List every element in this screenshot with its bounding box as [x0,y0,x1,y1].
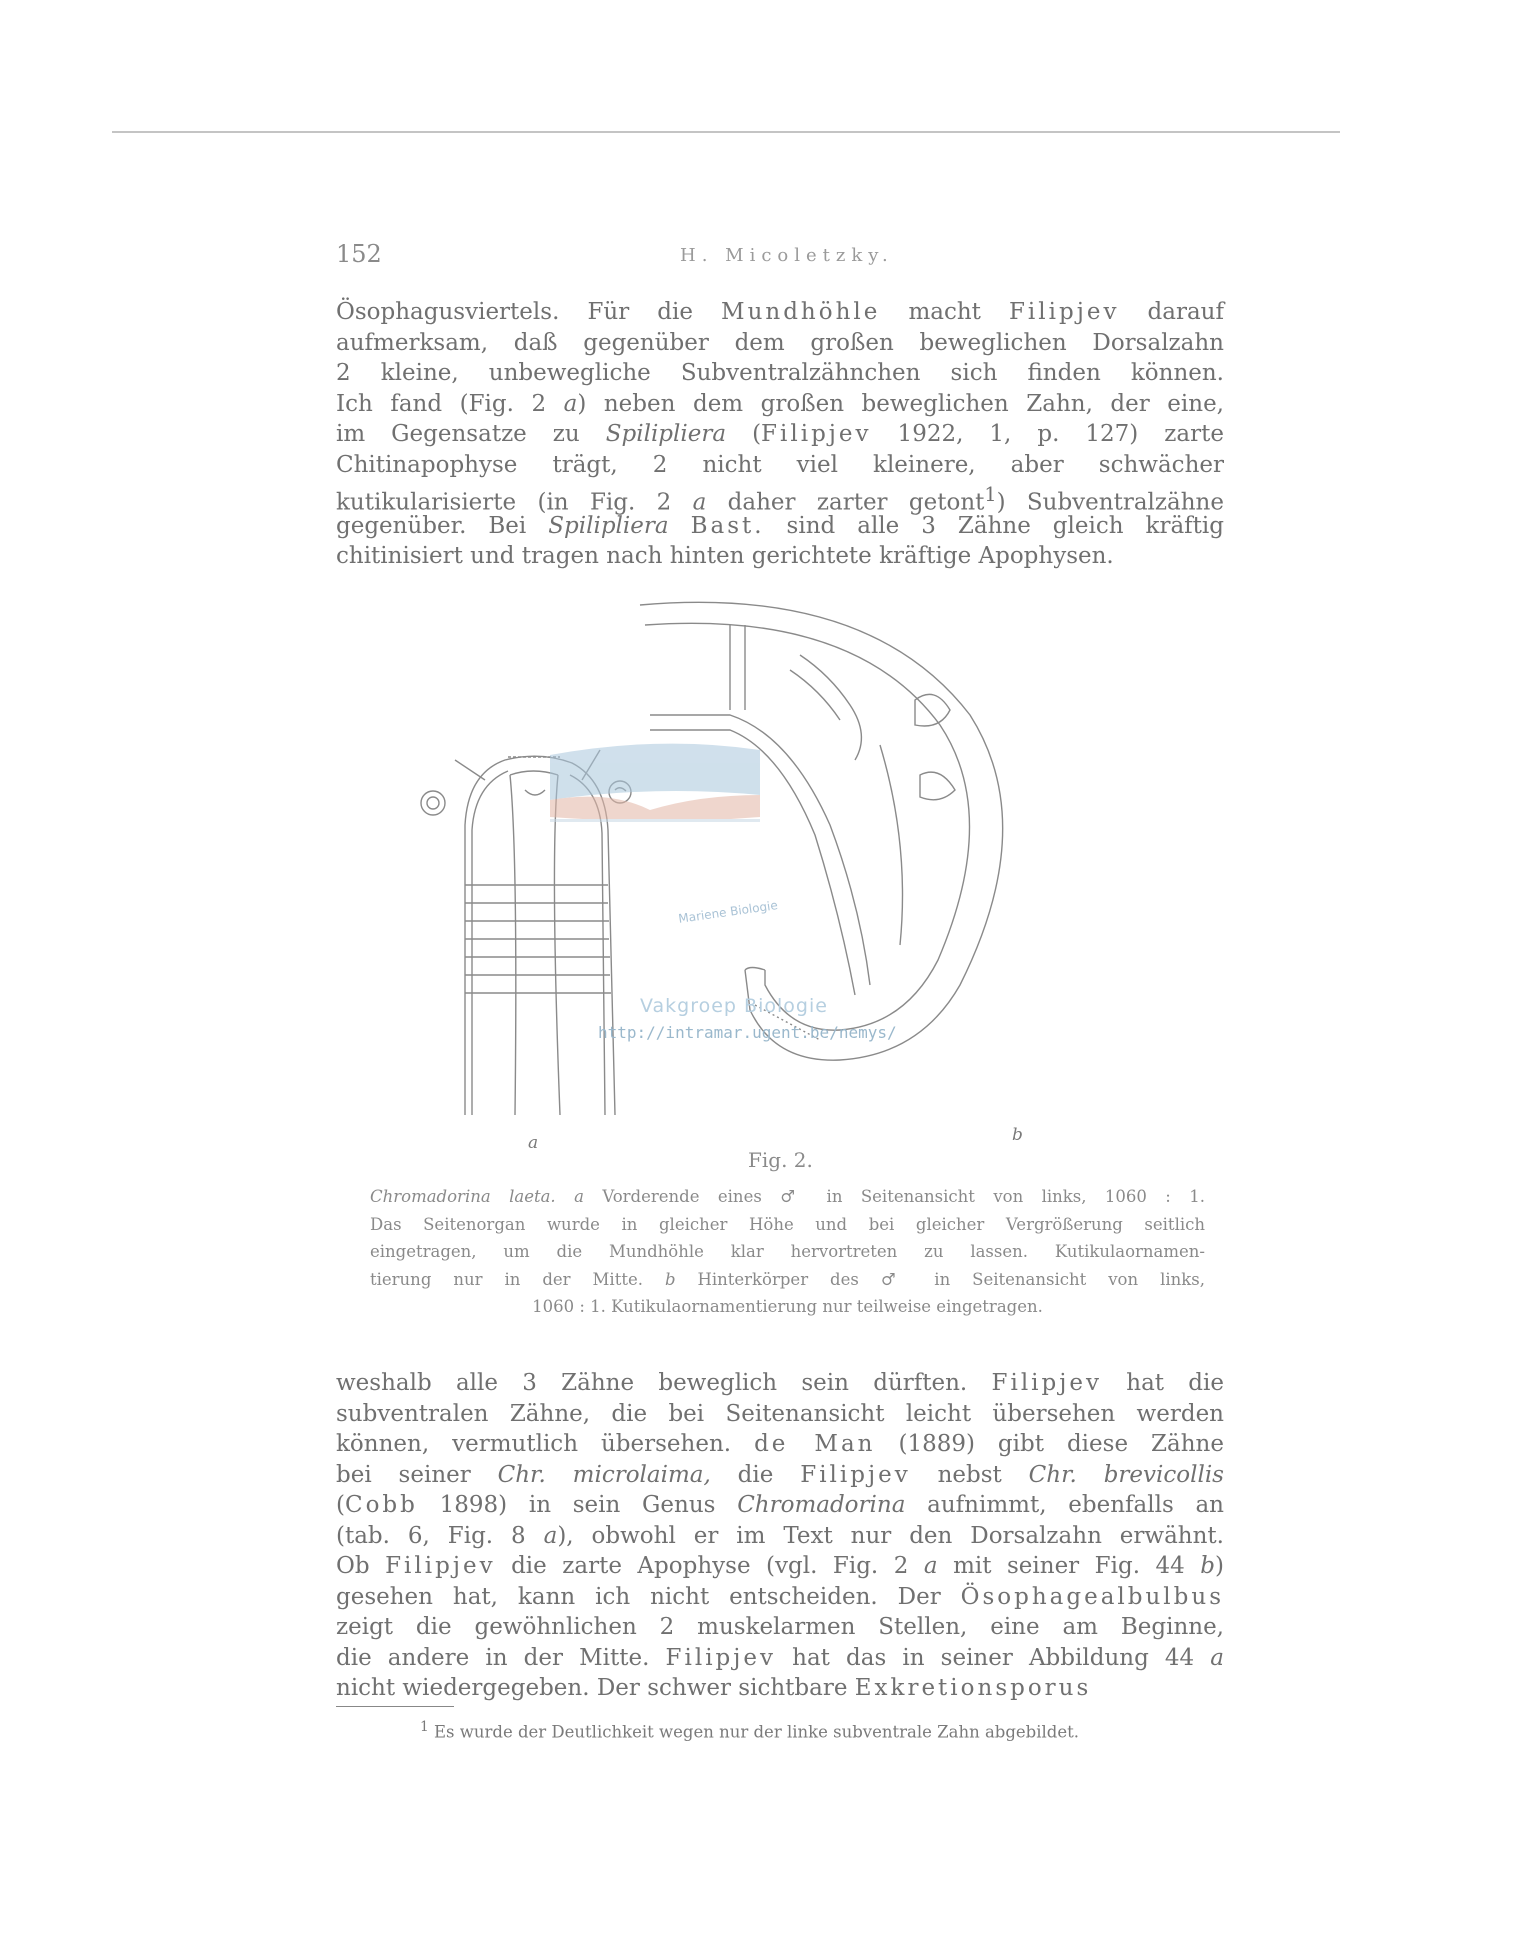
figure-label-a: a [528,1133,539,1153]
text-line: (tab. 6, Fig. 8 a), obwohl er im Text nur den Dorsalzahn erwähnt. [336,1522,1224,1549]
text-line: Das Seitenorgan wurde in gleicher Höhe und bei gleicher Vergrößerung seitlich [370,1214,1205,1234]
watermark-group: Vakgroep Biologie [640,995,828,1017]
text-line: gesehen hat, kann ich nicht entscheiden. Der Ösophagealbulbus [336,1583,1224,1610]
text-line: aufmerksam, daß gegenüber dem großen beweglichen Dorsalzahn [336,329,1224,356]
paragraph-1 [336,297,1224,572]
text-line: gegenüber. Bei Spilipliera Bast. sind alle 3 Zähne gleich kräftig [336,512,1225,539]
spaced-name: de Man [754,1431,876,1457]
watermark-emblem [550,744,760,822]
text-line: chitinisiert und tragen nach hinten gerichtete kräftige Apophysen. [336,543,1114,569]
watermark-name: Mariene Biologie [677,898,779,926]
text-line: weshalb alle 3 Zähne beweglich sein dürften. Filipjev hat die [336,1370,1224,1396]
scan-border-line [112,131,1340,133]
italic-text: Spilipliera [605,421,727,447]
page-number: 152 [336,240,382,268]
figure-caption [370,1183,1205,1321]
text-line: können, vermutlich übersehen. de Man (1889) gibt diese Zähne [336,1431,1224,1457]
italic-text: a [692,489,707,516]
text-line: (Cobb 1898) in sein Genus Chromadorina aufnimmt, ebenfalls an [336,1492,1224,1518]
italic-text: b [1200,1553,1216,1579]
figure-2 [400,585,1245,1153]
italic-text: a [574,1187,584,1206]
italic-text: a [923,1553,938,1579]
text-line: eingetragen, um die Mundhöhle klar hervortreten zu lassen. Kutikulaornamen- [370,1242,1205,1261]
text-line: kutikularisierte (in Fig. 2 a daher zarter getont$^1$) Subventralzähne [336,483,1224,516]
figure-b-drawing [640,602,1003,1060]
text-line: subventralen Zähne, die bei Seitenansicht leicht übersehen werden [336,1400,1224,1427]
footnote-marker: 1 [420,1719,429,1735]
spaced-name: Mundhöhle [721,299,881,325]
spaced-name: Filipjev [1008,299,1120,325]
spaced-name: Filipjev [385,1553,496,1579]
spaced-name: Bast. [690,512,765,539]
italic-text: Chromadorina laeta. [370,1187,556,1206]
text-line: im Gegensatze zu Spilipliera (Filipjev 1922, 1, p. 127) zarte [336,421,1224,447]
italic-text: Chromadorina [737,1492,906,1518]
text-line: Chromadorina laeta. a Vorderende eines ♂ in Seitenansicht von links, 1060 : 1. [370,1187,1205,1206]
spaced-name: Filipjev [991,1370,1102,1396]
italic-text: b [664,1269,676,1289]
spaced-name: Ösophagealbulbus [960,1583,1224,1610]
italic-text: a [563,390,578,417]
text-line: bei seiner Chr. microlaima, die Filipjev nebst Chr. brevicollis [336,1461,1224,1488]
italic-text: Chr. microlaima, [497,1461,711,1488]
italic-text: a [543,1522,558,1549]
text-line: Ich fand (Fig. 2 a) neben dem großen beweglichen Zahn, der eine, [336,390,1224,417]
text-line: Ob Filipjev die zarte Apophyse (vgl. Fig. 2 a mit seiner Fig. 44 b) [336,1553,1224,1579]
text-line: 1060 : 1. Kutikulaornamentierung nur teilweise eingetragen. [532,1297,1043,1316]
text-line: nicht wiedergegeben. Der schwer sichtbare Exkretionsporus [336,1675,1092,1701]
italic-text: Spilipliera [548,512,669,539]
figure-title: Fig. 2. [748,1148,813,1172]
watermark-url: http://intramar.ugent.be/nemys/ [598,1023,897,1042]
text-line: zeigt die gewöhnlichen 2 muskelarmen Stellen, eine am Beginne, [336,1614,1224,1640]
footnote-rule [336,1706,454,1707]
spaced-name: Filipjev [761,421,872,447]
figure-drawing [400,585,1245,1145]
spaced-name: Exkretionsporus [854,1675,1092,1701]
spaced-name: Cobb [344,1492,418,1518]
italic-text: Chr. brevicollis [1028,1461,1224,1488]
text-line: Chitinapophyse trägt, 2 nicht viel kleinere, aber schwächer [336,451,1224,478]
footnote-text: Es wurde der Deutlichkeit wegen nur der linke subventrale Zahn abgebildet. [434,1722,1079,1742]
footnote [420,1719,1079,1742]
spaced-name: Filipjev [665,1644,777,1671]
text-line: Ösophagusviertels. Für die Mundhöhle macht Filipjev darauf [336,299,1225,325]
running-head: H. Micoletzky. [680,245,894,266]
italic-text: a [1210,1644,1224,1671]
text-line: 2 kleine, unbewegliche Subventralzähnchen sich finden können. [336,360,1224,386]
text-line: tierung nur in der Mitte. b Hinterkörper des ♂ in Seitenansicht von links, [370,1269,1205,1289]
paragraph-2 [336,1368,1224,1704]
superscript: 1 [984,483,997,506]
figure-label-b: b [1012,1125,1023,1145]
text-line: die andere in der Mitte. Filipjev hat das in seiner Abbildung 44 a [336,1644,1224,1671]
spaced-name: Filipjev [800,1461,911,1488]
